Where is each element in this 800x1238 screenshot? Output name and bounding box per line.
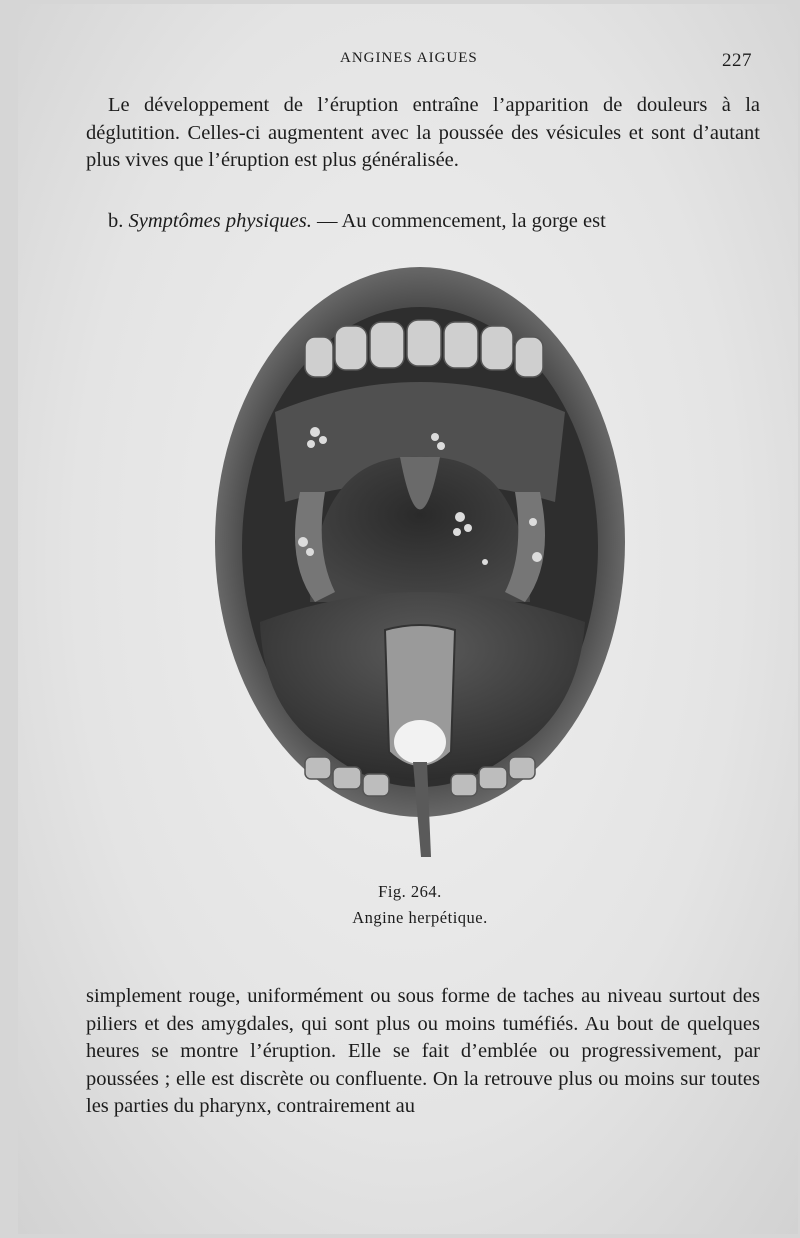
figure-title: Angine herpétique.: [352, 908, 488, 927]
paragraph-eruption-description: simplement rouge, uniformément ou sous forme de taches au niveau surtout des piliers et des amygdales, qui sont plus ou moins tuméfiés. Au bout de quelques heures se montre l’éruption. Elle se fait d’emblée ou progressivement, par poussées ; elle est discrète ou confluente. On la retrouve plus ou moins sur toutes les parties du pharynx, contrairement au: [86, 985, 760, 1117]
section-marker: b.: [108, 210, 129, 232]
figure-illustration-open-mouth: [215, 262, 635, 862]
section-heading: Symptômes physiques.: [128, 210, 312, 232]
running-title: ANGINES AIGUES: [340, 50, 478, 66]
paragraph-text: — Au commencement, la gorge est: [311, 210, 606, 232]
page-number: 227: [722, 50, 752, 71]
depressor-highlight: [394, 720, 446, 764]
figure-number: Fig. 264.: [378, 882, 442, 901]
running-header: [0, 48, 800, 74]
paragraph-physical-symptoms: [86, 208, 760, 236]
paragraph-eruption-pain: Le développement de l’éruption entraîne l’apparition de douleurs à la déglutition. Celles-ci augmentent avec la poussée des vésicules et sont d’autant plus vives que l’éruption est plus généralisée.: [86, 94, 760, 171]
